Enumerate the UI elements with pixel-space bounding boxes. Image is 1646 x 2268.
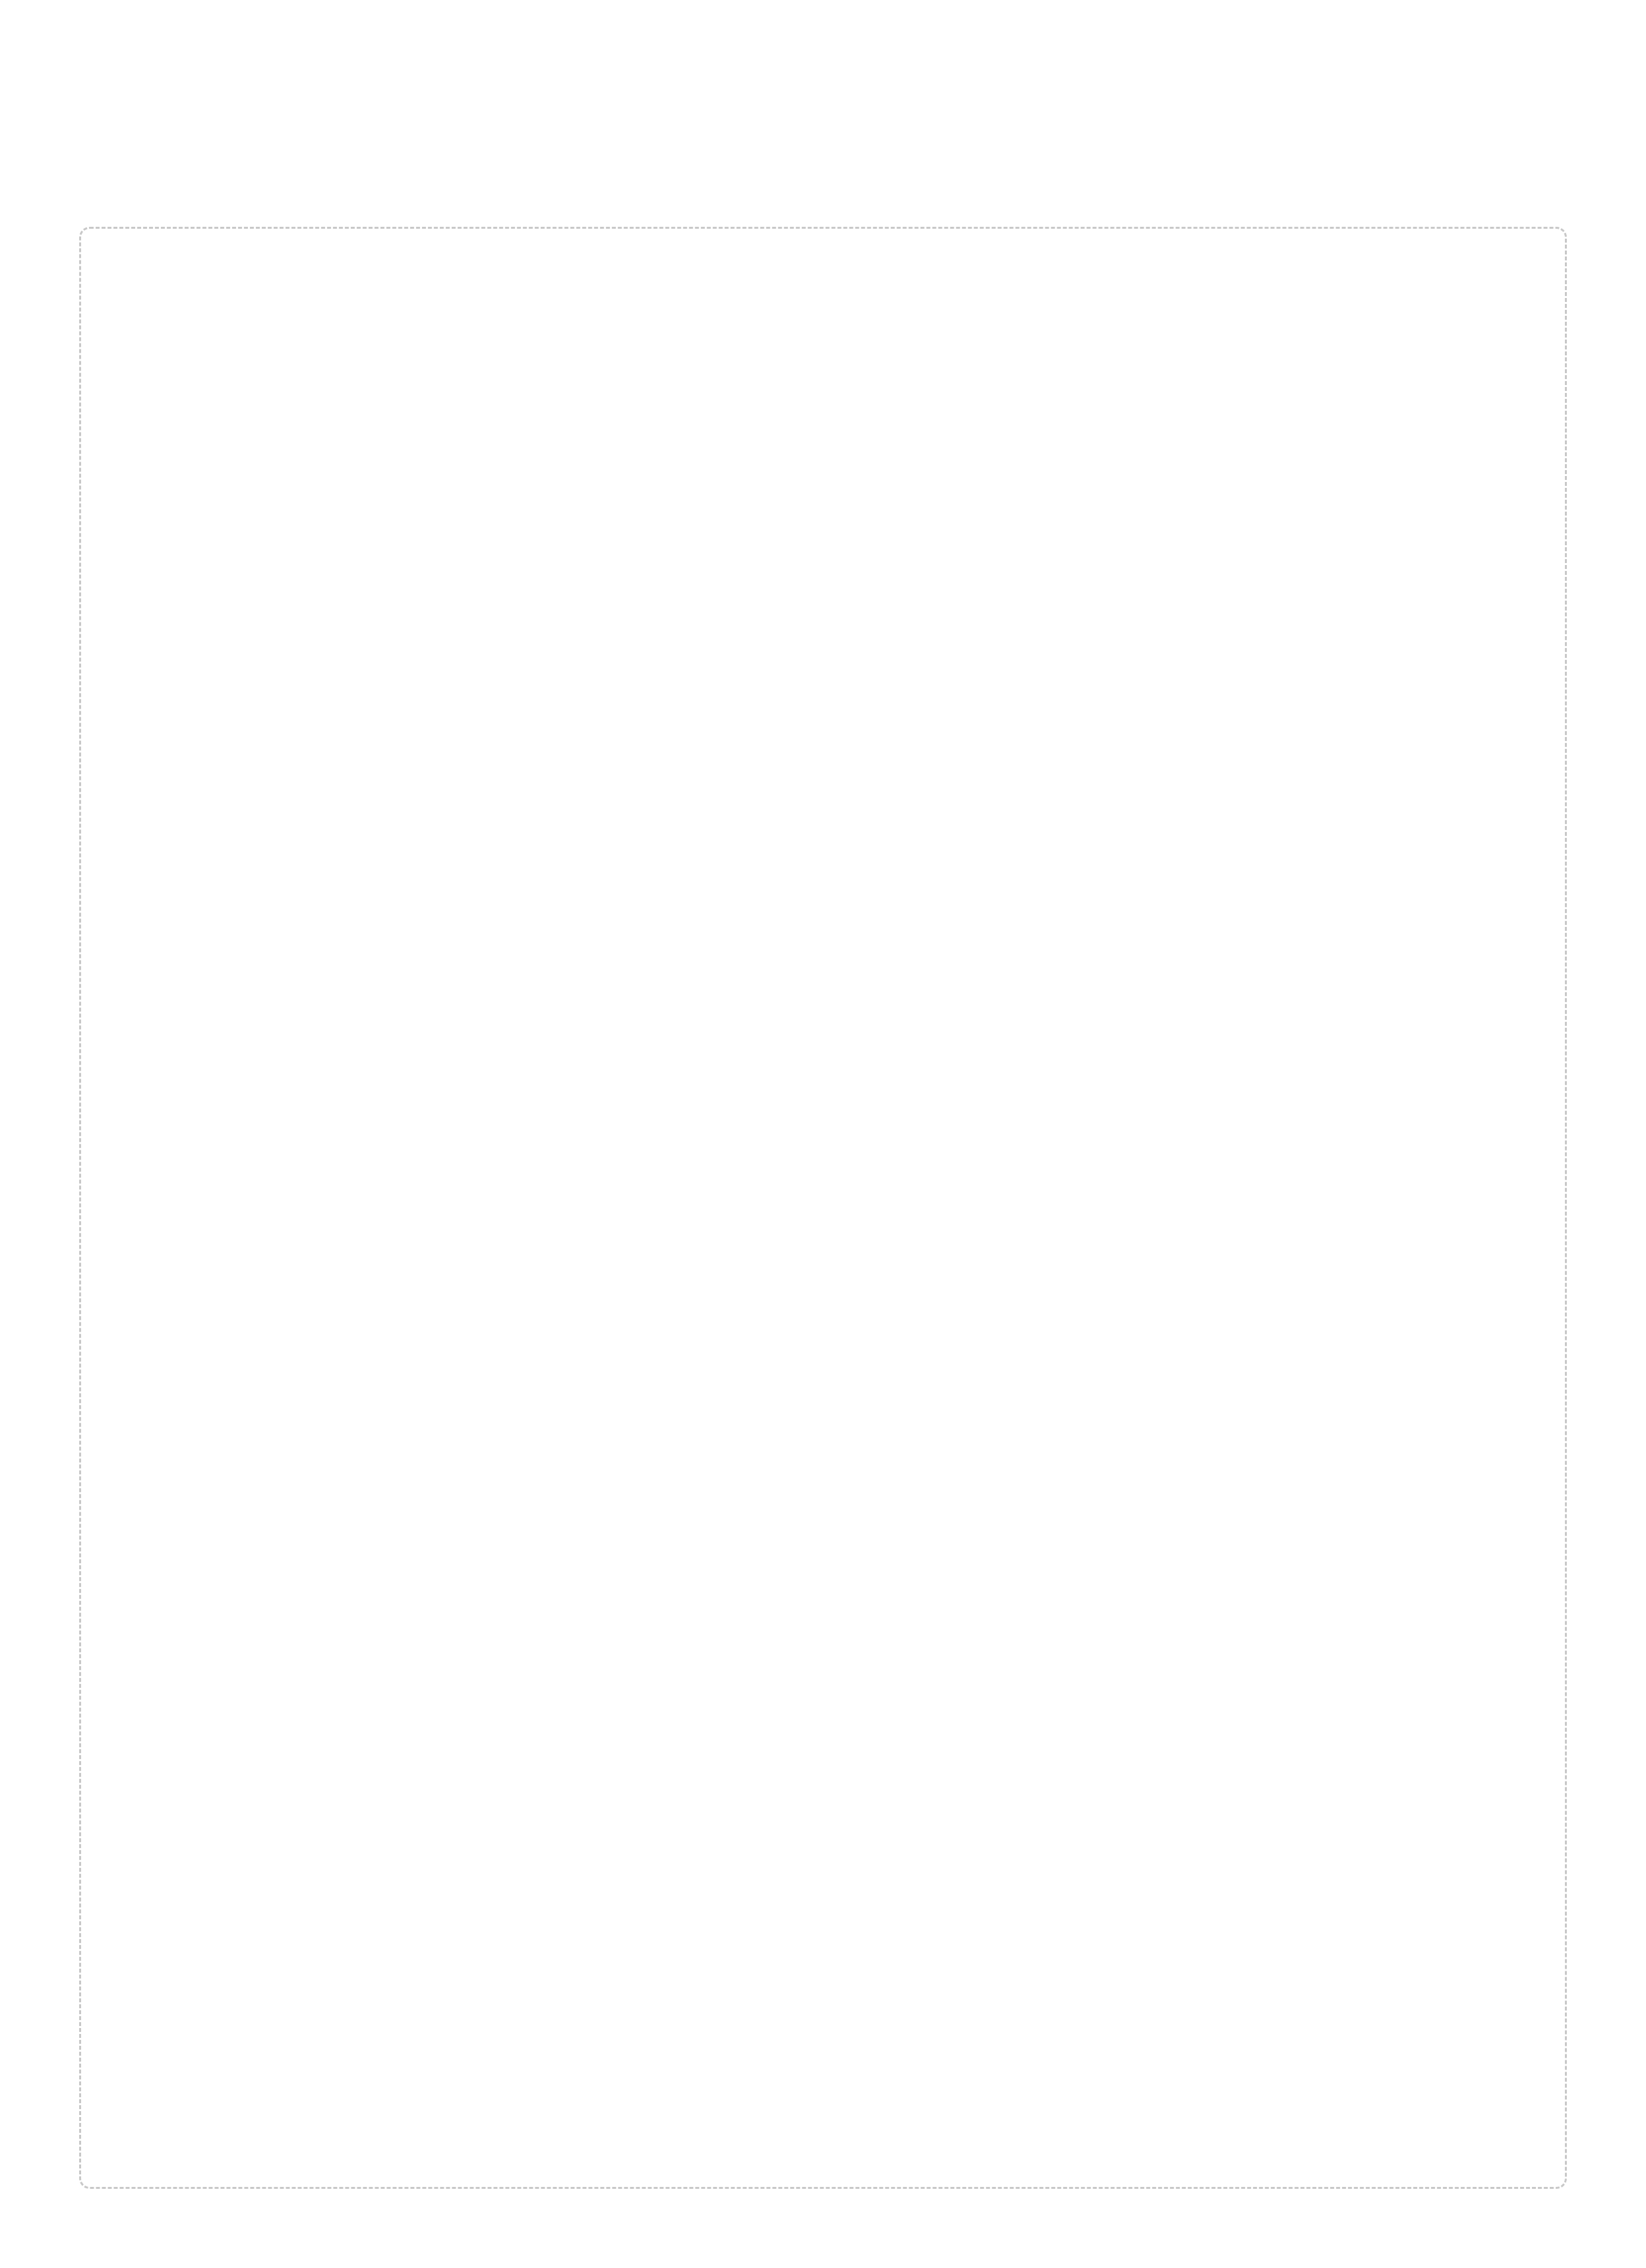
- page-subtitle: [79, 161, 1567, 187]
- content-area: [79, 227, 1567, 2189]
- page-title: [79, 79, 1567, 121]
